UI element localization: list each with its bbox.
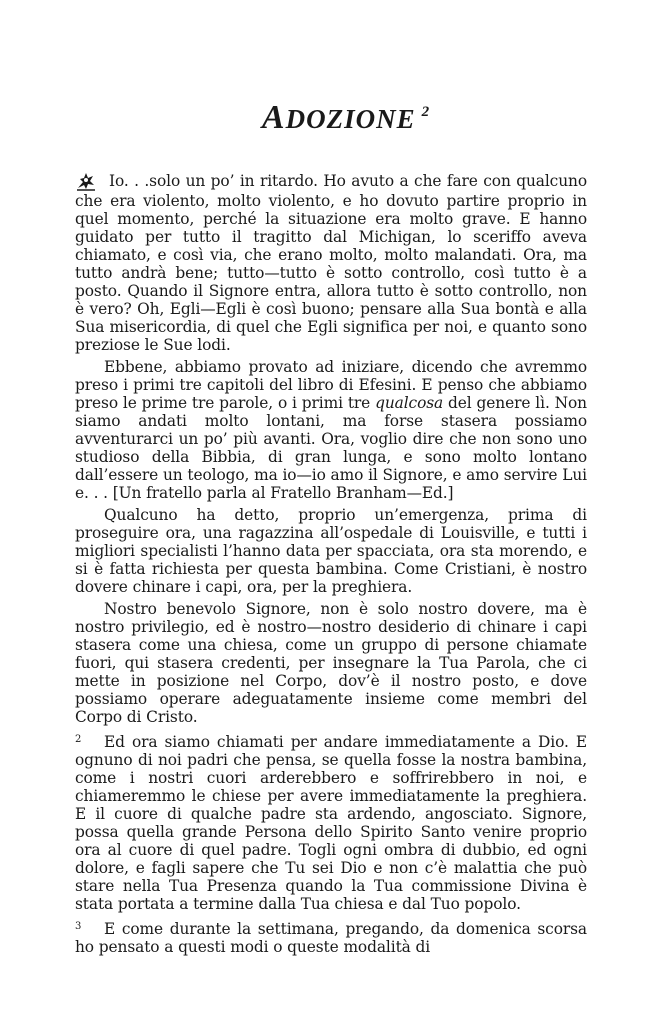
paragraph-text: Ed ora siamo chiamati per andare immediatamente a Dio. E ognuno di noi padri che pensa, se quella fosse la nostra bambina, come i nostri cuori arderebbero e soffrirebbero in noi, e chiameremmo le chiese per avere immediatamente la preghiera. E il cuore di qualche padre sta ardendo, angosciato. Signore, possa quella grande Persona dello Spirito Santo venire proprio ora al cuore di quel padre. Togli ogni ombra di dubbio, ed ogni dolore, e fagli sapere che Tu sei Dio e non c’è malattia che può stare nella Tua Presenza quando la Tua commissione Divina è stata portata a termine dalla Tua chiesa e dal Tuo popolo. <box>75 733 587 913</box>
title-rest: DOZIONE <box>285 104 416 134</box>
paragraph-2 <box>75 358 587 502</box>
document-page <box>75 0 587 956</box>
paragraph-italic-word: qualcosa <box>375 394 444 412</box>
paragraph-6 <box>75 920 587 956</box>
paragraph-text: Qualcuno ha detto, proprio un’emergenza, prima di proseguire ora, una ragazzina all’ospedale di Louisville, e tutti i migliori specialisti l’hanno data per spacciata, ora sta morendo, e si è fatta richiesta per questa bambina. Come Cristiani, è nostro dovere chinare i capi, ora, per la preghiera. <box>75 506 587 596</box>
paragraph-5 <box>75 733 587 913</box>
paragraph-number: 3 <box>75 921 82 932</box>
paragraph-text: Io. . .solo un po’ in ritardo. Ho avuto a che fare con qualcuno che era violento, molto violento, e ho dovuto partire proprio in quel momento, perché la situazione era molto grave. E hanno guidato per tutto il tragitto dal Michigan, lo sceriffo aveva chiamato, e così via, che erano molto, molto malandati. Ora, ma tutto andrà bene; tutto—tutto è sotto controllo, così tutto è a posto. Quando il Signore entra, allora tutto è sotto controllo, non è vero? Oh, Egli—Egli è così buono; pensare alla Sua bontà e alla Sua misericordia, di quel che Egli significa per noi, e quanto sono preziose le Sue lodi. <box>75 172 587 354</box>
paragraph-text: Nostro benevolo Signore, non è solo nostro dovere, ma è nostro privilegio, ed è nostro—nostro desiderio di chinare i capi stasera come una chiesa, come un gruppo di persone chiamate fuori, qui stasera credenti, per insegnare la Tua Parola, che ci mette in posizione nel Corpo, dov’è il nostro posto, e dove possiamo operare adeguatamente insieme come membri del Corpo di Cristo. <box>75 600 587 726</box>
paragraph-1 <box>75 170 587 354</box>
paragraph-number: 2 <box>75 734 82 745</box>
paragraph-text-continued: del genere lì. Non siamo andati molto lontani, ma forse stasera possiamo avventurarci un po’ più avanti. Ora, voglio dire che non sono uno studioso della Bibbia, di gran lunga, e sono molto lontano dall’essere un teologo, ma io—io amo il Signore, e amo servire Lui e. . . [Un fratello parla al Fratello Branham—Ed.] <box>75 394 587 502</box>
dove-emblem-icon <box>75 170 97 192</box>
chapter-title <box>75 92 587 139</box>
title-number: 2 <box>421 104 431 120</box>
paragraph-text: Ebbene, abbiamo provato ad iniziare, dicendo che avremmo preso i primi tre capitoli del libro di Efesini. E penso che abbiamo preso le prime tre parole, o i primi tre <box>75 358 587 412</box>
paragraph-text: E come durante la settimana, pregando, da domenica scorsa ho pensato a questi modi o queste modalità di <box>75 920 587 956</box>
title-first-letter: A <box>261 99 286 136</box>
paragraph-3 <box>75 506 587 596</box>
paragraph-4 <box>75 600 587 726</box>
